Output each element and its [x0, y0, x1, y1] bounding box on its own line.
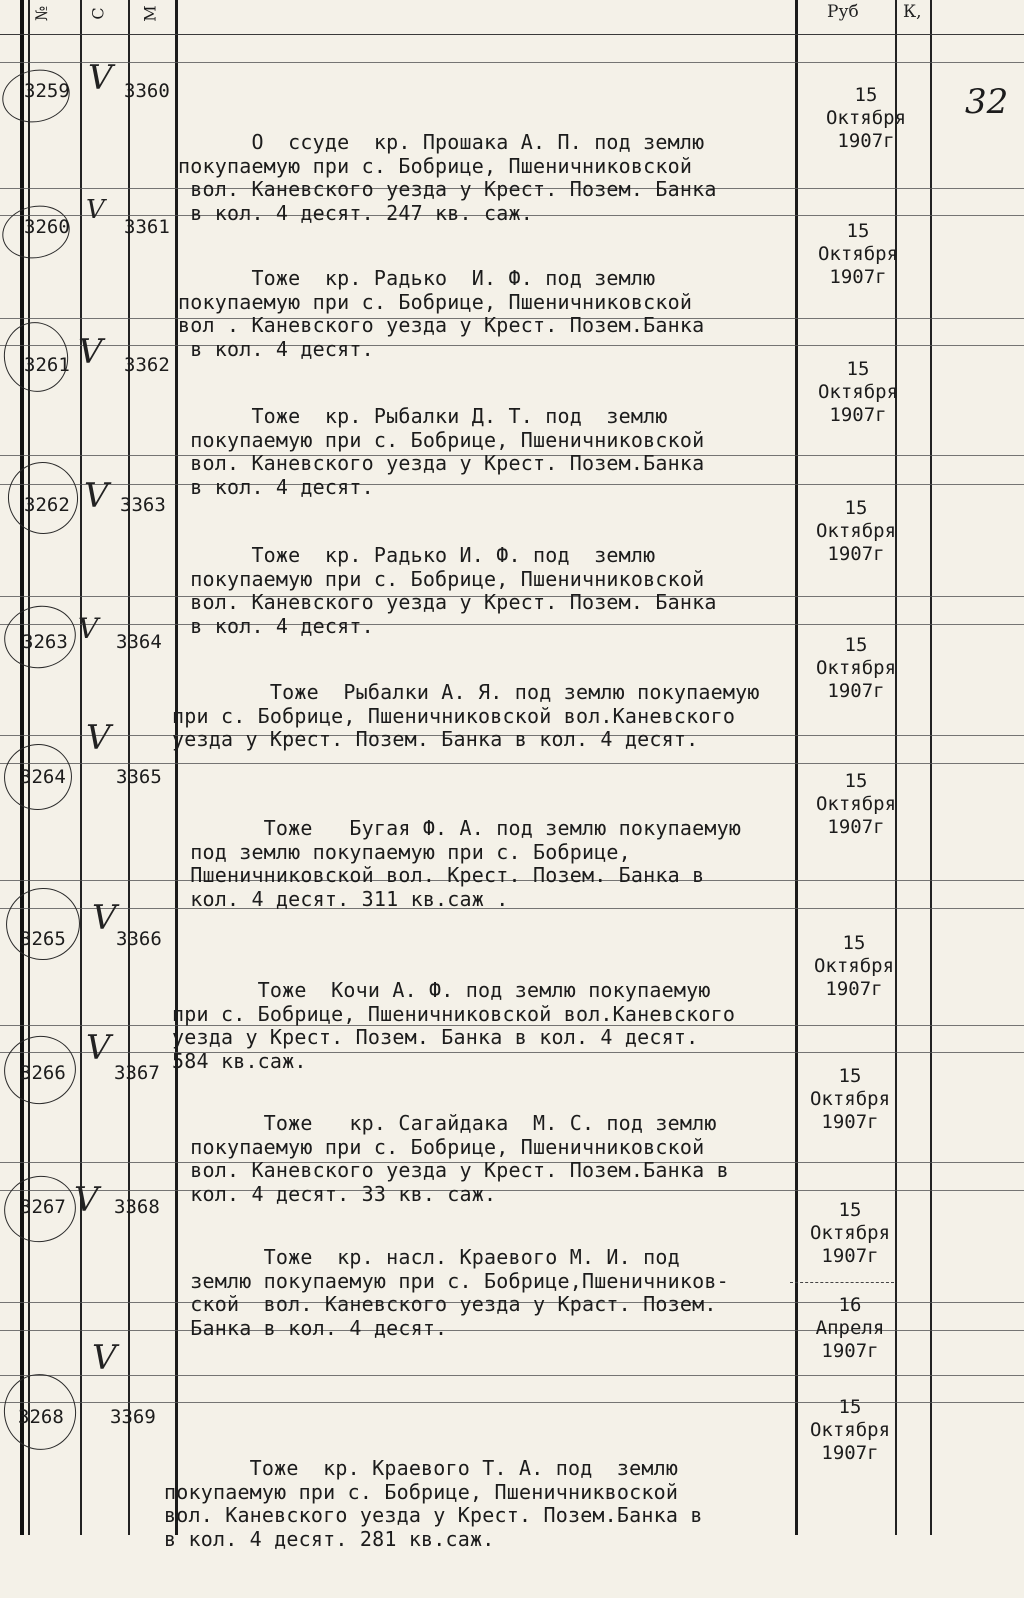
new-number: 3363 [120, 494, 166, 516]
column-divider-date [795, 0, 798, 1535]
old-number: 3262 [24, 494, 70, 516]
old-number: 3261 [24, 354, 70, 376]
new-number: 3365 [116, 766, 162, 788]
entry-text: Тоже кр. Сагайдака М. С. под землю покупаемую при с. Бобрице, Пшеничниковской вол. Каневского уезда у Крест. Позем.Банка в кол. 4 десят. 33 кв. саж. [178, 1111, 729, 1206]
new-number: 3360 [124, 80, 170, 102]
column-divider-right [930, 0, 932, 1535]
header-number: № [32, 5, 52, 22]
check-mark: V [92, 1338, 117, 1378]
entry-text: Тоже Кочи А. Ф. под землю покупаемую при с. Бобрице, Пшеничниковской вол.Каневского уезда у Крест. Позем. Банка в кол. 4 десят. 584 кв.саж. [172, 978, 736, 1073]
check-mark: V [88, 58, 113, 98]
header-old-number: С [88, 7, 108, 20]
header-rule [0, 34, 1024, 35]
entry-date: 15 Октября 1907г [815, 634, 897, 702]
entry-date: 15 Октября 1907г [809, 1396, 891, 1464]
new-number: 3364 [116, 631, 162, 653]
header-new-number: М [140, 5, 160, 22]
check-mark: V [92, 898, 117, 938]
old-number: 3266 [20, 1062, 66, 1084]
entry-text: Тоже Бугая Ф. А. под землю покупаемую под землю покупаемую при с. Бобрице, Пшеничниковской вол. Крест. Позем. Банка в кол. 4 десят. 311 кв.саж . [178, 816, 742, 911]
new-number: 3368 [114, 1196, 160, 1218]
old-number: 3268 [18, 1406, 64, 1428]
date-separator [790, 1282, 894, 1283]
column-divider-old [80, 0, 82, 1535]
entry-circle [0, 881, 87, 967]
entry-date: 15 Октября 1907г [817, 220, 899, 288]
check-mark: V [84, 476, 109, 516]
old-number: 3263 [22, 631, 68, 653]
entry-text: Тоже кр. насл. Краевого М. И. под землю покупаемую при с. Бобрице,Пшеничников- ской вол. Каневского уезда у Краст. Позем. Банка в кол. 4 десят. [178, 1245, 729, 1340]
old-number: 3267 [20, 1196, 66, 1218]
old-number: 3260 [24, 216, 70, 238]
old-number: 3265 [20, 928, 66, 950]
entry-text: О ссуде кр. Прошака А. П. под землю покупаемую при с. Бобрице, Пшеничниковской вол. Каневского уезда у Крест. Позем. Банка в кол. 4 десят. 247 кв. саж. [178, 130, 717, 225]
header-kopecks: К, [903, 2, 922, 22]
old-number: 3259 [24, 80, 70, 102]
entry-text: Тоже кр. Радько И. Ф. под землю покупаемую при с. Бобрице, Пшеничниковской вол. Каневского уезда у Крест. Позем. Банка в кол. 4 десят. [178, 543, 717, 638]
check-mark: V [86, 195, 105, 225]
entry-text: Тоже кр. Рыбалки Д. Т. под землю покупаемую при с. Бобрице, Пшеничниковской вол. Каневского уезда у Крест. Позем.Банка в кол. 4 десят. [178, 404, 705, 499]
new-number: 3362 [124, 354, 170, 376]
entry-text: Тоже кр. Краевого Т. А. под землю покупаемую при с. Бобрице, Пшеничниквоской вол. Каневского уезда у Крест. Позем.Банка в в кол. 4 десят. 281 кв.саж. [164, 1456, 703, 1551]
check-mark: V [78, 612, 99, 645]
entry-date: 15 Октября 1907г [817, 358, 899, 426]
new-number: 3369 [110, 1406, 156, 1428]
old-number: 3264 [20, 766, 66, 788]
entry-date: 15 Октября 1907г [815, 497, 897, 565]
header-rubles: Руб [827, 2, 859, 22]
entry-date: 15 Октября 1907г [809, 1199, 891, 1267]
check-mark: V [86, 718, 111, 758]
check-mark: V [74, 1180, 99, 1220]
entry-text: Тоже Рыбалки А. Я. под землю покупаемую при с. Бобрице, Пшеничниковской вол.Каневского уезда у Крест. Позем. Банка в кол. 4 десят. [172, 680, 760, 751]
extra-date: 16 Апреля 1907г [815, 1294, 885, 1362]
entry-date: 15 Октября 1907г [825, 84, 907, 152]
entry-date: 15 Октября 1907г [813, 932, 895, 1000]
entry-date: 15 Октября 1907г [815, 770, 897, 838]
new-number: 3366 [116, 928, 162, 950]
entry-text: Тоже кр. Радько И. Ф. под землю покупаемую при с. Бобрице, Пшеничниковской вол . Каневского уезда у Крест. Позем.Банка в кол. 4 десят. [178, 266, 705, 361]
entry-date: 15 Октября 1907г [809, 1065, 891, 1133]
new-number: 3367 [114, 1062, 160, 1084]
page-number: 32 [965, 82, 1009, 122]
new-number: 3361 [124, 216, 170, 238]
check-mark: V [86, 1028, 111, 1068]
check-mark: V [78, 332, 103, 372]
